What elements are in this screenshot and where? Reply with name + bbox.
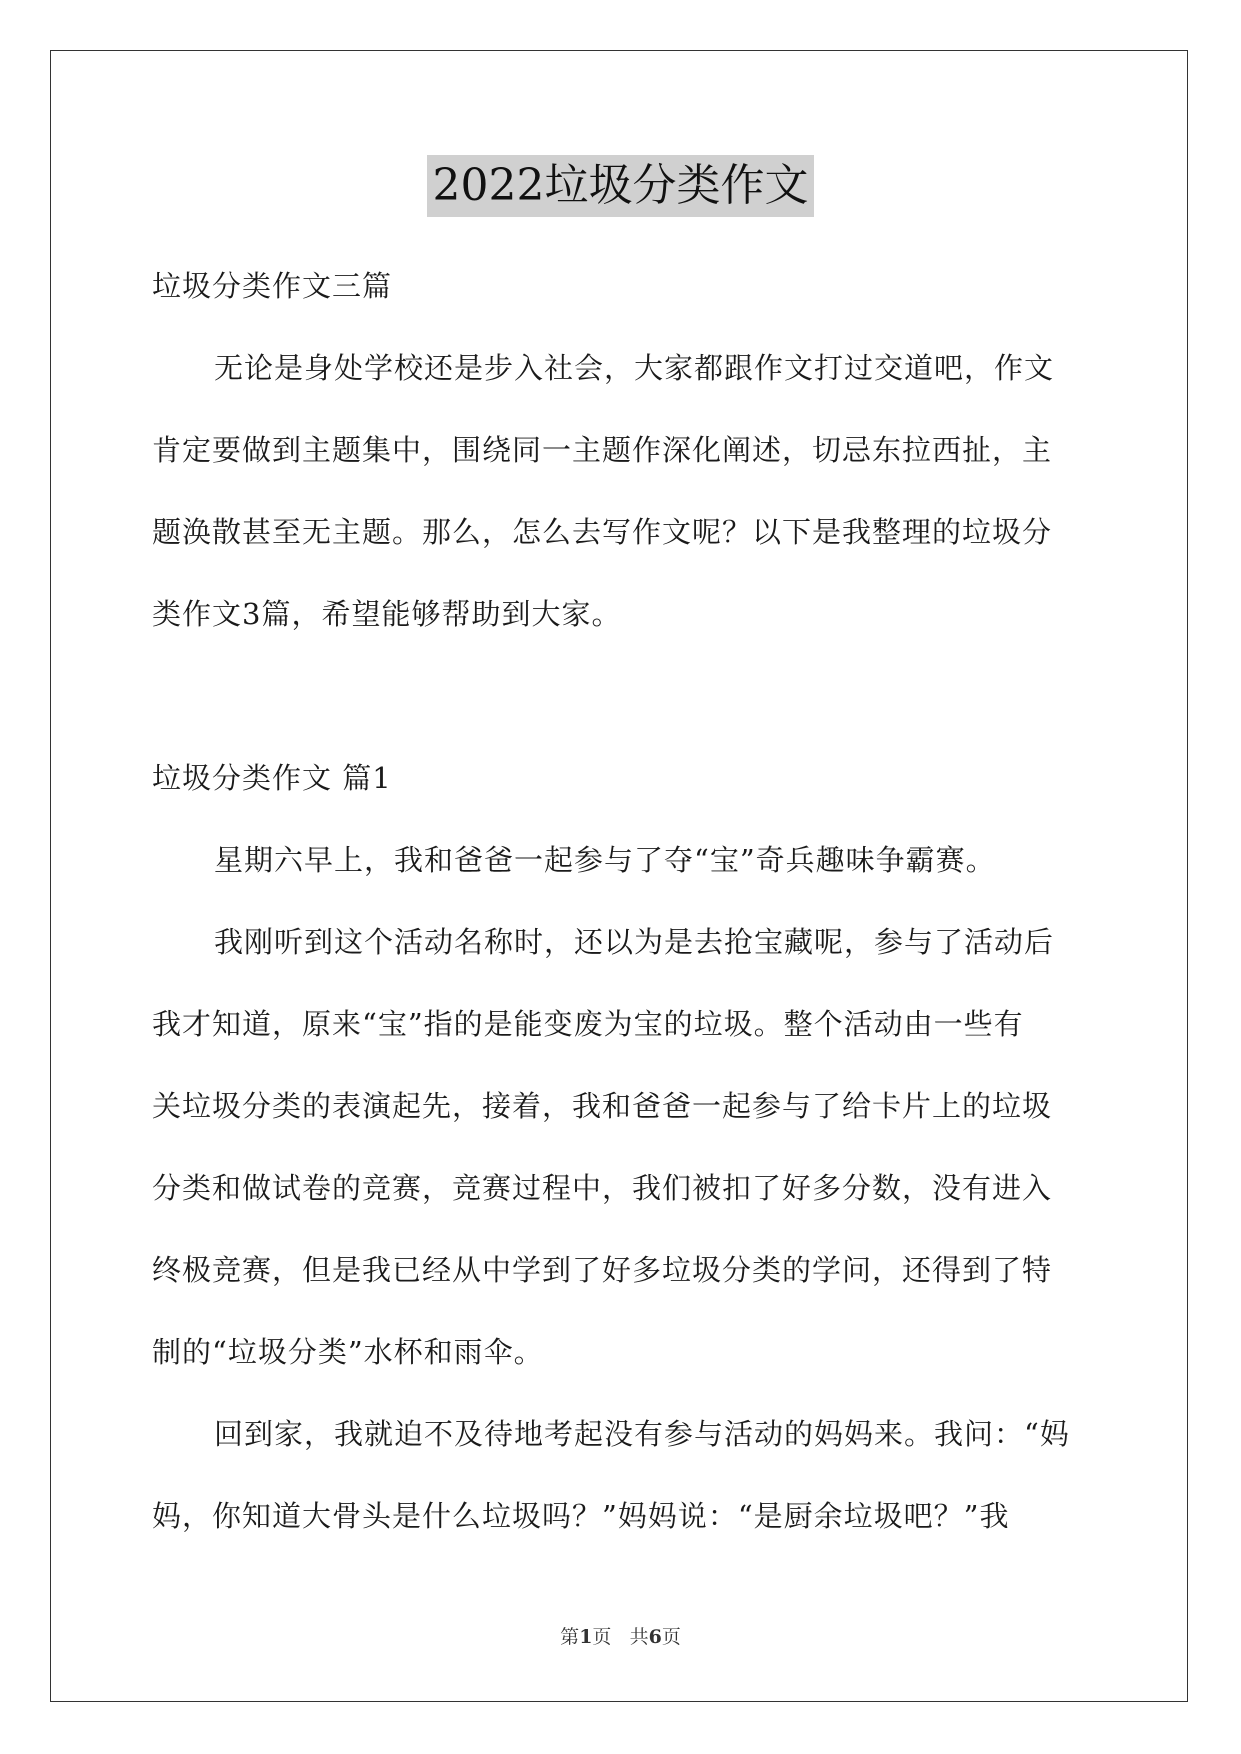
paragraph-line: 肯定要做到主题集中，围绕同一主题作深化阐述，切忌东拉西扯，主 — [152, 433, 1053, 467]
footer-total-prefix: 共 — [629, 1626, 649, 1648]
footer-page-suffix: 页 — [592, 1626, 612, 1648]
subtitle-line: 垃圾分类作文三篇 — [152, 269, 393, 303]
paragraph-line: 关垃圾分类的表演起先，接着，我和爸爸一起参与了给卡片上的垃圾 — [152, 1089, 1053, 1123]
blank-line — [152, 655, 1088, 737]
paragraph-line: 我才知道，原来“宝”指的是能变废为宝的垃圾。整个活动由一些有 — [152, 1007, 1024, 1041]
paragraph-line: 无论是身处学校还是步入社会，大家都跟作文打过交道吧，作文 — [214, 351, 1055, 385]
paragraph-line: 回到家，我就迫不及待地考起没有参与活动的妈妈来。我问：“妈 — [214, 1417, 1070, 1451]
paragraph-line: 星期六早上，我和爸爸一起参与了夺“宝”奇兵趣味争霸赛。 — [214, 843, 996, 877]
page-number: 1 — [579, 1626, 593, 1648]
section-heading: 垃圾分类作文 篇1 — [152, 761, 392, 795]
paragraph-line: 类作文3篇，希望能够帮助到大家。 — [152, 597, 622, 631]
paragraph-line: 制的“垃圾分类”水杯和雨伞。 — [152, 1335, 544, 1369]
page-total: 6 — [648, 1626, 662, 1648]
paragraph-line: 我刚听到这个活动名称时，还以为是去抢宝藏呢，参与了活动后 — [214, 925, 1055, 959]
paragraph-line: 题涣散甚至无主题。那么，怎么去写作文呢？以下是我整理的垃圾分 — [152, 515, 1053, 549]
paragraph-line: 终极竞赛，但是我已经从中学到了好多垃圾分类的学问，还得到了特 — [152, 1253, 1053, 1287]
paragraph-line: 分类和做试卷的竞赛，竞赛过程中，我们被扣了好多分数，没有进入 — [152, 1171, 1053, 1205]
document-title: 2022垃圾分类作文 — [427, 155, 815, 217]
paragraph-line: 妈，你知道大骨头是什么垃圾吗？”妈妈说：“是厨余垃圾吧？”我 — [152, 1499, 1010, 1533]
page-footer — [0, 1622, 1241, 1649]
title-container — [0, 155, 1241, 217]
document-body — [152, 245, 1088, 1557]
footer-total-suffix: 页 — [661, 1626, 681, 1648]
footer-prefix: 第 — [560, 1626, 580, 1648]
